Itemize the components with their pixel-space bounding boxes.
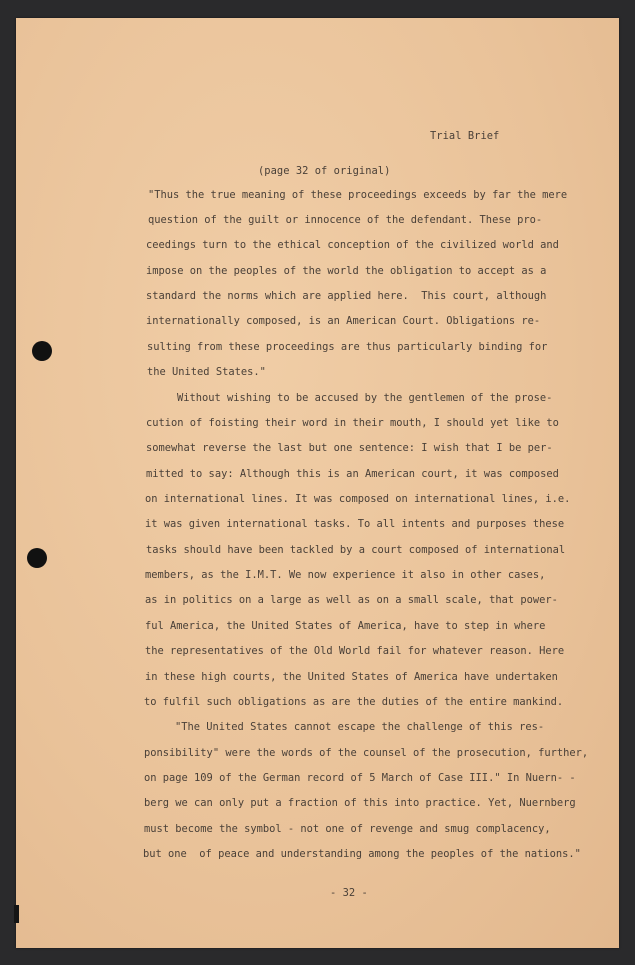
text-line: impose on the peoples of the world the obligation to accept as a: [146, 265, 547, 277]
text-line: it was given international tasks. To all intents and purposes these: [145, 518, 565, 530]
text-line: standard the norms which are applied here. This court, although: [146, 290, 547, 302]
text-line: sulting from these proceedings are thus particularly binding for: [147, 341, 548, 353]
punch-hole-top: [32, 341, 52, 361]
text-line: cution of foisting their word in their mouth, I should yet like to: [146, 417, 559, 429]
text-line: "The United States cannot escape the challenge of this res-: [175, 721, 545, 733]
text-line: ful America, the United States of America, have to step in where: [145, 620, 546, 632]
page-number: - 32 -: [330, 887, 368, 899]
text-line: berg we can only put a fraction of this into practice. Yet, Nuernberg: [144, 797, 576, 809]
text-line: "Thus the true meaning of these proceedings exceeds by far the mere: [148, 189, 568, 201]
text-line: but one of peace and understanding among the peoples of the nations.": [143, 848, 581, 860]
text-line: ponsibility" were the words of the counsel of the prosecution, further,: [144, 747, 589, 759]
text-line: question of the guilt or innocence of the defendant. These pro-: [148, 214, 543, 226]
text-line: Without wishing to be accused by the gentlemen of the prose-: [177, 392, 553, 404]
text-line: the representatives of the Old World fail for whatever reason. Here: [145, 645, 565, 657]
text-line: in these high courts, the United States of America have undertaken: [145, 671, 558, 683]
text-line: internationally composed, is an American Court. Obligations re-: [146, 315, 541, 327]
text-line: members, as the I.M.T. We now experience it also in other cases,: [145, 569, 546, 581]
text-line: ceedings turn to the ethical conception of the civilized world and: [146, 239, 559, 251]
text-line: tasks should have been tackled by a court composed of international: [146, 544, 566, 556]
text-line: on international lines. It was composed on international lines, i.e.: [145, 493, 571, 505]
binder-clip-mark: [14, 905, 19, 923]
text-line: to fulfil such obligations as are the duties of the entire mankind.: [144, 696, 564, 708]
text-line: must become the symbol - not one of revenge and smug complacency,: [144, 823, 551, 835]
text-line: somewhat reverse the last but one sentence: I wish that I be per-: [146, 442, 553, 454]
page-reference: (page 32 of original): [258, 165, 391, 177]
text-line: on page 109 of the German record of 5 March of Case III." In Nuern- -: [144, 772, 576, 784]
document-header: Trial Brief: [430, 130, 500, 142]
text-line: as in politics on a large as well as on a small scale, that power-: [145, 594, 558, 606]
text-line: mitted to say: Although this is an American court, it was composed: [146, 468, 559, 480]
text-line: the United States.": [147, 366, 266, 378]
punch-hole-bottom: [27, 548, 47, 568]
